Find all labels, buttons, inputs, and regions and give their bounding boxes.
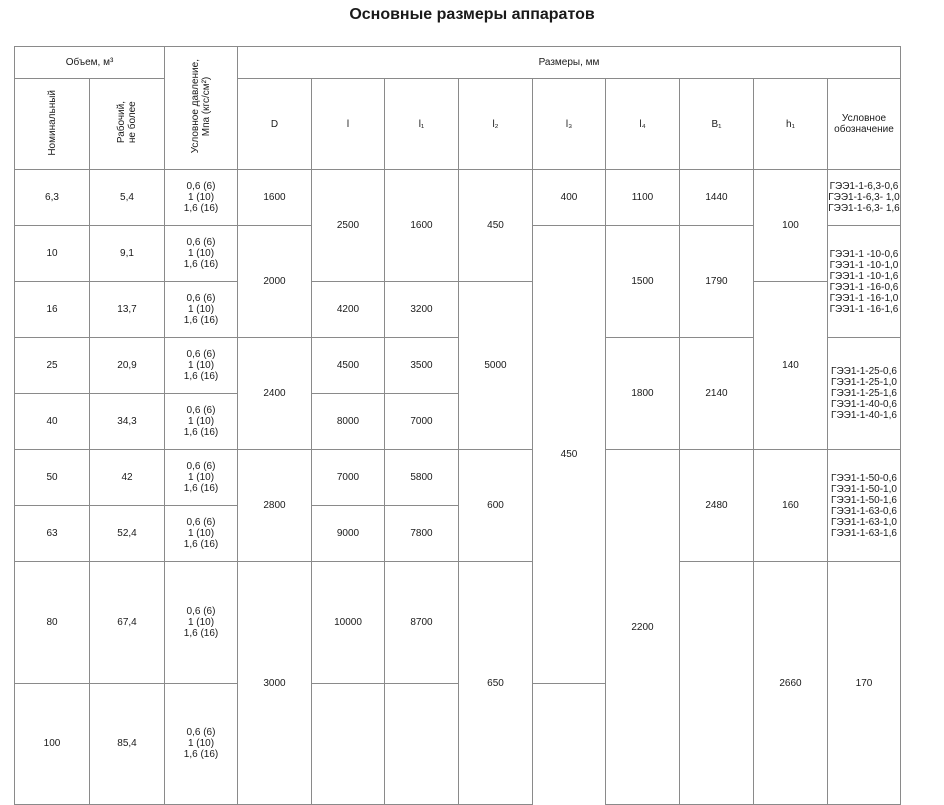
table-cell-l: 2500: [312, 170, 385, 282]
table-cell-l1: 8700: [385, 562, 459, 684]
table-cell-l-empty: [312, 683, 385, 805]
table-cell-l1: 3500: [385, 338, 459, 394]
table-cell-l: 10000: [312, 562, 385, 684]
table-cell-designation: ГЭЭ1-1-6,3-0,6 ГЭЭ1-1-6,3- 1,0 ГЭЭ1-1-6,3- 1,6: [828, 170, 901, 226]
dimensions-table: [14, 46, 901, 805]
header-B1: B₁: [680, 79, 754, 170]
table-cell-h1: 170: [828, 562, 901, 805]
table-cell-l1: 3200: [385, 282, 459, 338]
table-cell-h1: 160: [754, 450, 828, 562]
table-cell-l1: 5800: [385, 450, 459, 506]
table-cell-pressure: 0,6 (6) 1 (10) 1,6 (16): [165, 450, 238, 506]
table-cell-D: 1600: [238, 170, 312, 226]
table-cell-l1: 7000: [385, 394, 459, 450]
header-l2: l₂: [459, 79, 533, 170]
table-cell-B1: 2480: [680, 450, 754, 562]
table-cell-l2: 450: [459, 170, 533, 282]
header-D: D: [238, 79, 312, 170]
header-working: Рабочий, не более: [90, 79, 165, 170]
table-cell-working: 9,1: [90, 226, 165, 282]
table-cell-B1: 2140: [680, 338, 754, 450]
table-cell-l3: 450: [533, 226, 606, 684]
table-cell-l2: 650: [459, 562, 533, 805]
table-cell-nominal: 16: [15, 282, 90, 338]
table-cell-l1: 1600: [385, 170, 459, 282]
table-cell-l4: 1800: [606, 338, 680, 450]
table-cell-working: 5,4: [90, 170, 165, 226]
table-cell-pressure: 0,6 (6) 1 (10) 1,6 (16): [165, 562, 238, 684]
table-cell-working: 42: [90, 450, 165, 506]
table-cell-h1: 140: [754, 282, 828, 450]
table-cell-pressure: 0,6 (6) 1 (10) 1,6 (16): [165, 338, 238, 394]
header-nominal: Номинальный: [15, 79, 90, 170]
table-cell-l3-empty: [680, 562, 754, 805]
table-cell-designation: ГЭЭ1-1 -10-0,6 ГЭЭ1-1 -10-1,0 ГЭЭ1-1 -10-1,6 ГЭЭ1-1 -16-0,6 ГЭЭ1-1 -16-1,0 ГЭЭ1-1 -16-1,6: [828, 226, 901, 338]
table-cell-l2: 5000: [459, 282, 533, 450]
table-cell-working: 85,4: [90, 683, 165, 805]
table-cell-l1: 7800: [385, 506, 459, 562]
table-cell-pressure: 0,6 (6) 1 (10) 1,6 (16): [165, 170, 238, 226]
table-cell-l1-empty: [385, 683, 459, 805]
header-designation: Условное обозначение: [828, 79, 901, 170]
table-cell-h1: 100: [754, 170, 828, 282]
table-cell-l: 4500: [312, 338, 385, 394]
page-title: Основные размеры аппаратов: [349, 6, 595, 23]
table-cell-working: 20,9: [90, 338, 165, 394]
table-cell-pressure: 0,6 (6) 1 (10) 1,6 (16): [165, 394, 238, 450]
table-cell-pressure: 0,6 (6) 1 (10) 1,6 (16): [165, 683, 238, 805]
table-cell-nominal: 40: [15, 394, 90, 450]
table-cell-l: 4200: [312, 282, 385, 338]
table-cell-nominal: 63: [15, 506, 90, 562]
table-cell-working: 13,7: [90, 282, 165, 338]
table-cell-D: 3000: [238, 562, 312, 805]
table-cell-pressure: 0,6 (6) 1 (10) 1,6 (16): [165, 282, 238, 338]
table-cell-pressure: 0,6 (6) 1 (10) 1,6 (16): [165, 506, 238, 562]
table-cell-l4: 1100: [606, 170, 680, 226]
header-l4: l₄: [606, 79, 680, 170]
table-cell-l2: 600: [459, 450, 533, 562]
table-cell-B1: 2660: [754, 562, 828, 805]
table-cell-nominal: 100: [15, 683, 90, 805]
table-cell-l3: 400: [533, 170, 606, 226]
table-cell-D: 2800: [238, 450, 312, 562]
table-cell-working: 52,4: [90, 506, 165, 562]
table-cell-nominal: 6,3: [15, 170, 90, 226]
table-cell-designation: ГЭЭ1-1-25-0,6 ГЭЭ1-1-25-1,0 ГЭЭ1-1-25-1,6 ГЭЭ1-1-40-0,6 ГЭЭ1-1-40-1,6: [828, 338, 901, 450]
table-cell-working: 34,3: [90, 394, 165, 450]
table-cell-D: 2400: [238, 338, 312, 450]
table-cell-B1: 1440: [680, 170, 754, 226]
table-cell-l4: 1500: [606, 226, 680, 338]
table-cell-B1: 1790: [680, 226, 754, 338]
table-cell-pressure: 0,6 (6) 1 (10) 1,6 (16): [165, 226, 238, 282]
header-h1: h₁: [754, 79, 828, 170]
table-cell-l4: 2200: [606, 450, 680, 805]
table-cell-D: 2000: [238, 226, 312, 338]
table-cell-designation: ГЭЭ1-1-50-0,6 ГЭЭ1-1-50-1,0 ГЭЭ1-1-50-1,6 ГЭЭ1-1-63-0,6 ГЭЭ1-1-63-1,0 ГЭЭ1-1-63-1,6: [828, 450, 901, 562]
table-cell-l: 7000: [312, 450, 385, 506]
header-sizes: Размеры, мм: [238, 47, 901, 79]
table-cell-nominal: 25: [15, 338, 90, 394]
header-l3: l₃: [533, 79, 606, 170]
header-l1: l₁: [385, 79, 459, 170]
table-cell-working: 67,4: [90, 562, 165, 684]
table-cell-l: 9000: [312, 506, 385, 562]
table-cell-nominal: 80: [15, 562, 90, 684]
table-cell-nominal: 10: [15, 226, 90, 282]
header-pressure: Условное давление, Мпа (кгс/см²): [165, 47, 238, 170]
header-volume: Объем, м³: [15, 47, 165, 79]
header-l: l: [312, 79, 385, 170]
table-cell-nominal: 50: [15, 450, 90, 506]
table-cell-l: 8000: [312, 394, 385, 450]
